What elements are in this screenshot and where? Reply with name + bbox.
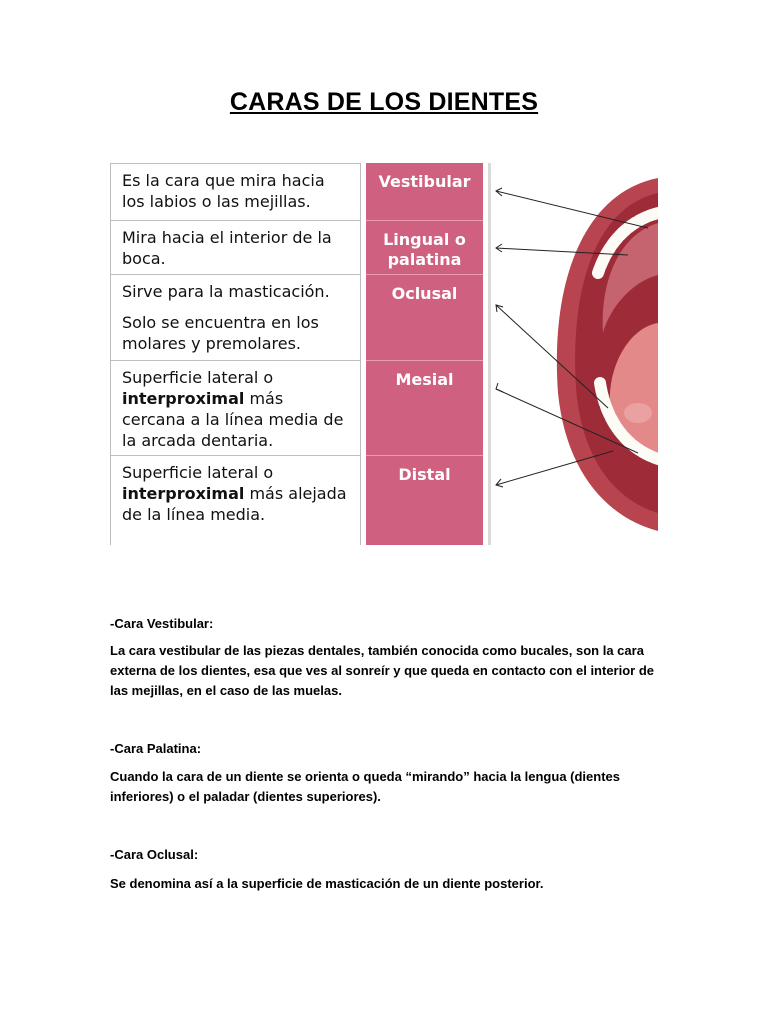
label-oclusal: Oclusal <box>366 274 483 360</box>
description-emphasis: interproximal <box>122 484 245 503</box>
description-oclusal <box>111 274 361 360</box>
section-body-palatina: Cuando la cara de un diente se orienta o queda “mirando” hacia la lengua (dientes inferiores) o el paladar (dientes superiores). <box>110 769 621 804</box>
description-distal <box>111 455 361 545</box>
label-lingual: Lingual o palatina <box>366 220 483 274</box>
label-vestibular: Vestibular <box>378 172 471 191</box>
description-text: Solo se encuentra en los molares y premolares. <box>122 313 319 353</box>
description-text: Sirve para la masticación. <box>122 282 330 301</box>
description-text: Es la cara que mira hacia los labios o las mejillas. <box>122 171 325 211</box>
description-text: Superficie lateral o <box>122 368 274 387</box>
description-column <box>110 163 361 545</box>
description-text: más alejada de la línea media. <box>122 484 347 524</box>
open-mouth-illustration <box>488 163 658 545</box>
label-column <box>366 163 483 545</box>
label-distal: Distal <box>366 455 483 545</box>
section-heading-vestibular: -Cara Vestibular: <box>110 616 214 631</box>
description-lingual <box>111 220 361 274</box>
description-emphasis: interproximal <box>122 389 245 408</box>
description-vestibular <box>111 163 361 220</box>
label-mesial: Mesial <box>366 360 483 455</box>
page-title: CARAS DE LOS DIENTES <box>229 88 539 116</box>
description-text: Mira hacia el interior de la boca. <box>122 228 332 268</box>
description-text: Superficie lateral o <box>122 463 274 482</box>
description-mesial <box>111 360 361 455</box>
section-body-vestibular: La cara vestibular de las piezas dentales, también conocida como bucales, son la cara externa de los dientes, esa que ves al sonreír y que queda en contacto con el interior de las mejillas, en el caso de las muelas. <box>110 643 655 698</box>
tooth-faces-figure <box>110 163 658 545</box>
description-text: más cercana a la línea media de la arcada dentaria. <box>122 389 344 450</box>
section-heading-palatina: -Cara Palatina: <box>110 741 202 756</box>
section-body-oclusal: Se denomina así a la superficie de masticación de un diente posterior. <box>110 876 544 891</box>
section-heading-oclusal: -Cara Oclusal: <box>110 847 199 862</box>
